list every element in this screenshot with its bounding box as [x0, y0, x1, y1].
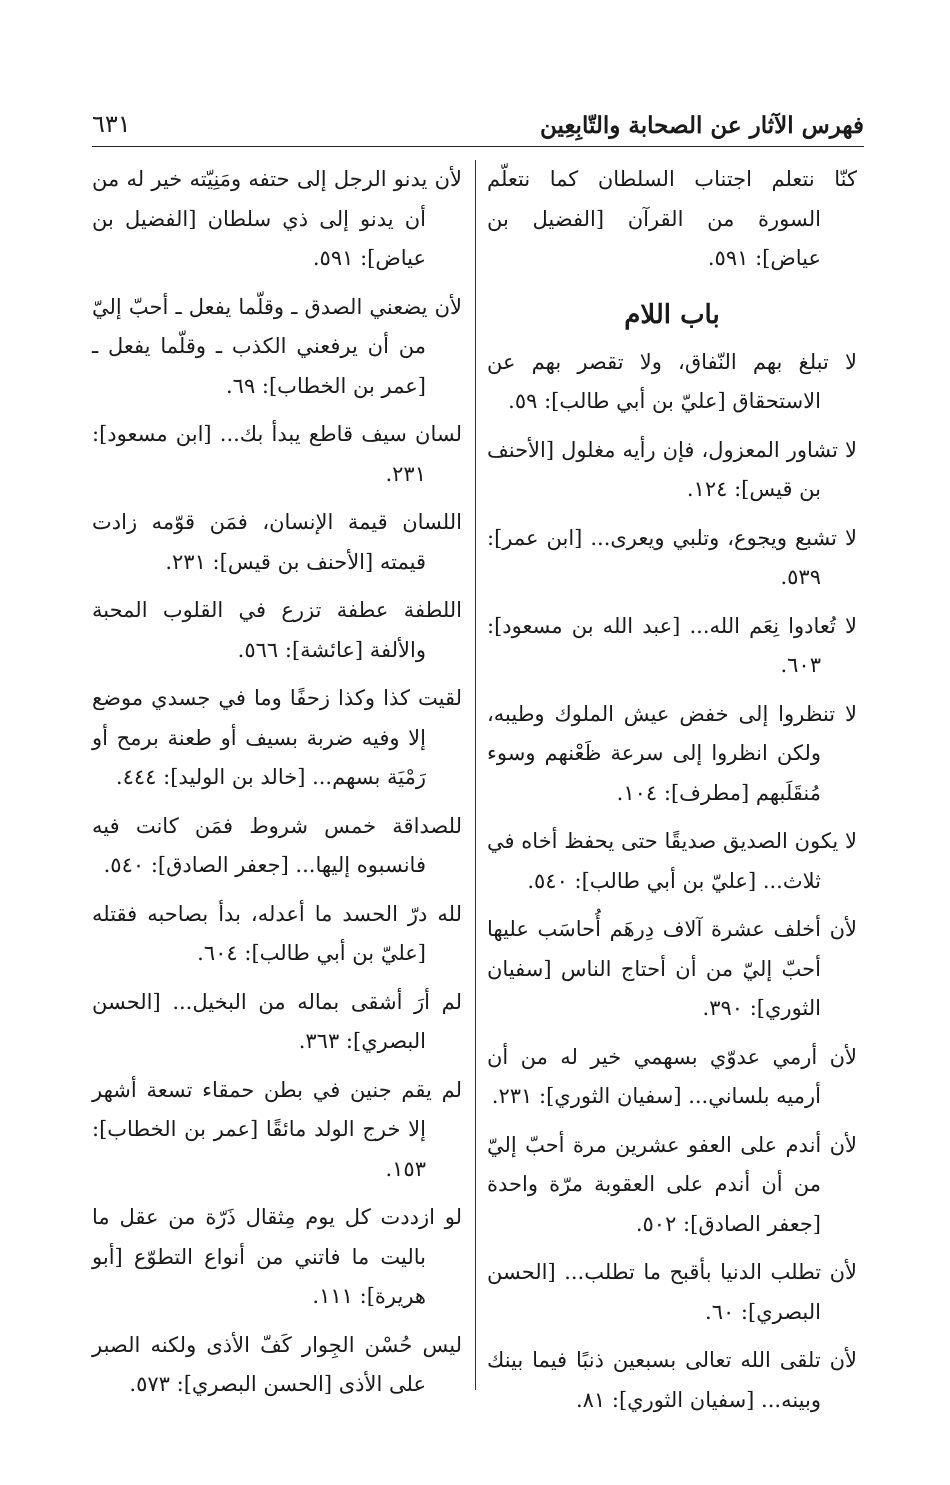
index-entry: لأن أخلف عشرة آلاف دِرهَم أُحاسَب عليها أحبّ إليّ من أن أحتاج الناس [سفيان الثوري]: ٣٩٠.: [487, 917, 857, 1020]
index-entry: لأن أندم على العفو عشرين مرة أحبّ إليّ من أن أندم على العقوبة مرّة واحدة [جعفر الصادق]: ٥٠٢.: [487, 1132, 857, 1236]
index-entry: لم يقم جنين في بطن حمقاء تسعة أشهر إلا خرج الولد مائقًا [عمر بن الخطاب]: ١٥٣.: [92, 1077, 462, 1181]
index-entry: لأن يضعني الصدق ـ وقلّما يفعل ـ أحبّ إليّ من أن يرفعني الكذب ـ وقلّما يفعل ـ [عمر بن الخطاب]: ٦٩.: [92, 294, 462, 398]
index-entry: اللطفة عطفة تزرع في القلوب المحبة والألفة [عائشة]: ٥٦٦.: [92, 598, 462, 662]
index-entry: لا يكون الصديق صديقًا حتى يحفظ أخاه في ثلاث... [عليّ بن أبي طالب]: ٥٤٠.: [487, 829, 857, 893]
index-entry: لو ازددت كل يوم مِثقال ذَرّة من عقل ما باليت ما فاتني من أنواع التطوّع [أبو هريرة]: ١١١.: [92, 1205, 462, 1308]
index-entry: ليس حُسْن الجِوار كَفّ الأذى ولكنه الصبر على الأذى [الحسن البصري]: ٥٧٣.: [92, 1332, 462, 1396]
index-entry: لسان سيف قاطع يبدأ بك... [ابن مسعود]: ٢٣١.: [92, 422, 462, 486]
index-entry: كنّا نتعلم اجتناب السلطان كما نتعلّم السورة من القرآن [الفضيل بن عياض]: ٥٩١.: [487, 167, 857, 270]
page-number: ٦٣١: [92, 110, 131, 138]
left-column: [92, 160, 462, 1414]
section-heading: باب اللام: [624, 299, 720, 330]
index-entry: اللسان قيمة الإنسان، فمَن قوّمه زادت قيمته [الأحنف بن قيس]: ٢٣١.: [92, 510, 462, 574]
index-entry: لا تشاور المعزول، فإن رأيه مغلول [الأحنف بن قيس]: ١٢٤.: [487, 437, 857, 501]
index-entry: لا تُعادوا نِعَم الله... [عبد الله بن مسعود]: ٦٠٣.: [487, 613, 857, 677]
column-divider: [475, 160, 476, 1390]
index-entry: لا تبلغ بهم النّفاق، ولا تقصر بهم عن الاستحقاق [عليّ بن أبي طالب]: ٥٩.: [487, 349, 857, 413]
index-entry: لا تنظروا إلى خفض عيش الملوك وطيبه، ولكن انظروا إلى سرعة ظَعْنهم وسوء مُنقَلَبهم [مطرف]: ١٠٤.: [487, 701, 857, 805]
index-entry: لأن تطلب الدنيا بأقبح ما تطلب... [الحسن البصري]: ٦٠.: [487, 1260, 857, 1324]
index-entry: لأن تلقى الله تعالى بسبعين ذنبًا فيما بينك وبينه... [سفيان الثوري]: ٨١.: [487, 1348, 857, 1412]
index-entry: لم أرَ أشقى بماله من البخيل... [الحسن البصري]: ٣٦٣.: [92, 989, 462, 1053]
running-title: فهرس الآثار عن الصحابة والتّابِعِين: [540, 112, 864, 139]
index-entry: للصداقة خمس شروط فمَن كانت فيه فانسبوه إليها... [جعفر الصادق]: ٥٤٠.: [92, 813, 462, 877]
index-entry: لقيت كذا وكذا زحفًا وما في جسدي موضع إلا وفيه ضربة بسيف أو طعنة برمح أو رَمْيَة بسهم... [خالد بن الوليد]: ٤٤٤.: [92, 686, 462, 789]
page-header: [92, 108, 864, 148]
index-entry: لله درّ الحسد ما أعدله، بدأ بصاحبه فقتله [عليّ بن أبي طالب]: ٦٠٤.: [92, 901, 462, 965]
right-column: [487, 160, 857, 1429]
index-entry: لا تشبع ويجوع، وتلبي ويعرى... [ابن عمر]: ٥٣٩.: [487, 525, 857, 589]
header-rule: [92, 146, 864, 147]
index-entry: لأن يدنو الرجل إلى حتفه ومَنِيّته خير له من أن يدنو إلى ذي سلطان [الفضيل بن عياض]: ٥٩١.: [92, 167, 462, 270]
index-entry: لأن أرمي عدوّي بسهمي خير له من أن أرميه بلساني... [سفيان الثوري]: ٢٣١.: [487, 1044, 857, 1108]
